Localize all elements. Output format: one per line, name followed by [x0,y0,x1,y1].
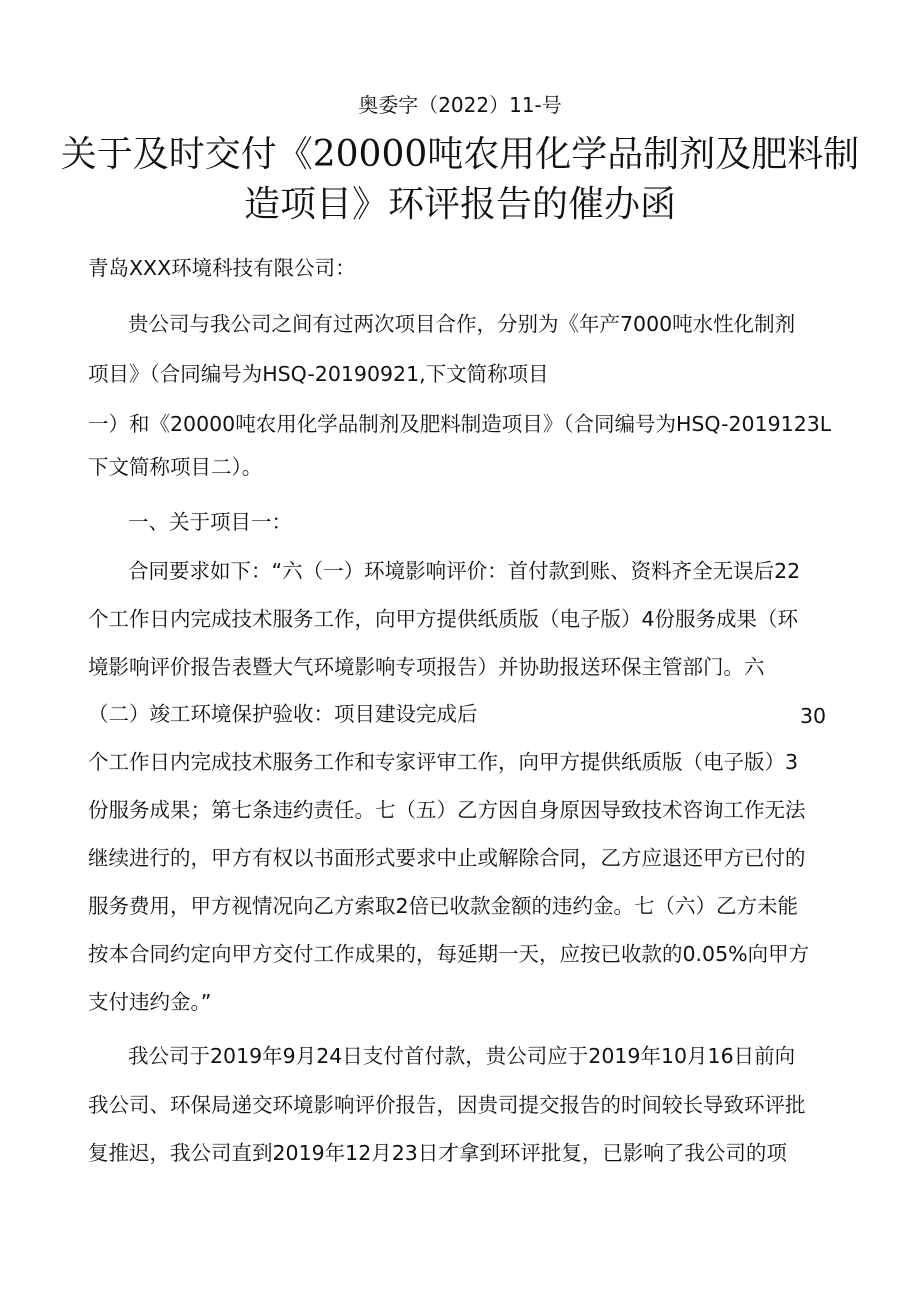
body-line: 份服务成果；第七条违约责任。七（五）乙方因自身原因导致技术咨询工作无法 [88,798,806,822]
body-line: 境影响评价报告表暨大气环境影响专项报告）并协助报送环保主管部门。六 [88,655,765,679]
body-line: 支付违约金。” [88,990,212,1014]
body-line: 继续进行的，甲方有权以书面形式要求中止或解除合同，乙方应退还甲方已付的 [88,846,806,870]
body-line: （二）竣工环境保护验收：项目建设完成后 [88,702,478,726]
body-line: 个工作日内完成技术服务工作和专家评审工作，向甲方提供纸质版（电子版）3 [88,750,799,774]
body-line: 复推迟，我公司直到2019年12月23日才拿到环评批复，已影响了我公司的项 [88,1141,787,1165]
body-line: 合同要求如下：“六（一）环境影响评价：首付款到账、资料齐全无误后22 [128,559,801,583]
title-line-1: 关于及时交付《20000吨农用化学品制剂及肥料制 [60,134,860,175]
body-line: 我公司于2019年9月24日支付首付款，贵公司应于2019年10月16日前向 [128,1044,796,1068]
body-line: 贵公司与我公司之间有过两次项目合作，分别为《年产7000吨水性化制剂 [128,312,796,336]
body-line: 按本合同约定向甲方交付工作成果的，每延期一天，应按已收款的0.05%向甲方 [88,942,810,966]
salutation: 青岛XXX环境科技有限公司： [88,256,356,280]
body-line: 我公司、环保局递交环境影响评价报告，因贵司提交报告的时间较长导致环评批 [88,1093,806,1117]
document-number: 奥委字（2022）11-号 [358,93,562,117]
body-line: 项目》（合同编号为HSQ-20190921,下文简称项目 [88,362,549,386]
body-line: 下文简称项目二）。 [88,455,263,479]
section-heading: 一、关于项目一： [128,510,292,534]
body-line: 服务费用，甲方视情况向乙方索取2倍已收款金额的违约金。七（六）乙方未能 [88,894,799,918]
body-line: 一）和《20000吨农用化学品制剂及肥料制造项目》（合同编号为HSQ-2019123L [88,412,832,436]
title-line-2: 造项目》环评报告的催办函 [243,184,676,225]
body-line-number: 30 [800,704,827,728]
body-line: 个工作日内完成技术服务工作，向甲方提供纸质版（电子版）4份服务成果（环 [88,607,799,631]
